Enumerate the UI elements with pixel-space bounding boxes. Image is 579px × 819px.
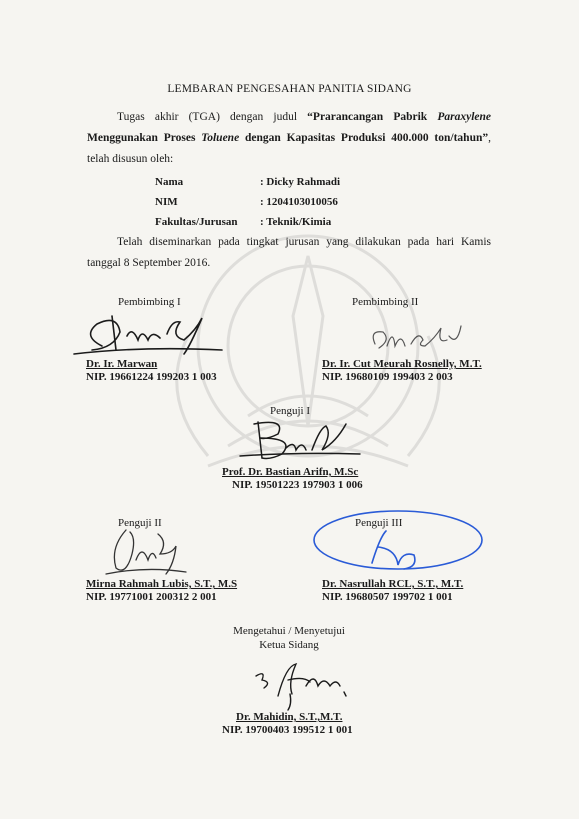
- nip-penguji-2: NIP. 19771001 200312 2 001: [86, 591, 217, 603]
- name-pembimbing-1: Dr. Ir. Marwan: [86, 358, 158, 370]
- name-penguji-3: Dr. Nasrullah RCL, S.T., M.T.: [322, 578, 464, 590]
- nip-pembimbing-1: NIP. 19661224 199203 1 003: [86, 371, 217, 383]
- role-penguji-3: Penguji III: [355, 517, 403, 529]
- thesis-title-part: dengan Kapasitas Produksi 400.000 ton/tahun”: [239, 132, 489, 144]
- identity-label: Fakultas/Jurusan: [155, 216, 238, 228]
- role-ketua-line-2: Ketua Sidang: [259, 639, 319, 651]
- identity-label: Nama: [155, 176, 184, 188]
- intro-paragraph: [87, 107, 491, 170]
- identity-label: NIM: [155, 196, 178, 208]
- signature-ketua: [248, 656, 358, 712]
- nip-penguji-3: NIP. 19680507 199702 1 001: [322, 591, 453, 603]
- nip-penguji-1: NIP. 19501223 197903 1 006: [232, 479, 363, 491]
- thesis-title-part: Menggunakan Proses: [87, 132, 202, 144]
- signature-penguji-1: [236, 414, 366, 466]
- page-title: LEMBARAN PENGESAHAN PANITIA SIDANG: [167, 83, 412, 95]
- thesis-title-italic: Toluene: [201, 132, 240, 144]
- name-ketua: Dr. Mahidin, S.T.,M.T.: [236, 711, 343, 723]
- name-penguji-2: Mirna Rahmah Lubis, S.T., M.S: [86, 578, 238, 590]
- nip-pembimbing-2: NIP. 19680109 199403 2 003: [322, 371, 453, 383]
- signature-penguji-2: [96, 524, 196, 580]
- role-pembimbing-1: Pembimbing I: [118, 296, 181, 308]
- intro-suffix: , telah disusun oleh:: [87, 132, 491, 165]
- identity-value: : Teknik/Kimia: [260, 216, 332, 228]
- role-ketua-line-1: Mengetahui / Menyetujui: [233, 625, 345, 637]
- seminar-paragraph: Telah diseminarkan pada tingkat jurusan yang dilakukan pada hari Kamis tanggal 8 September 2016.: [87, 236, 491, 269]
- identity-value: : 1204103010056: [260, 196, 338, 208]
- signature-pembimbing-2: [365, 310, 475, 356]
- name-penguji-1: Prof. Dr. Bastian Arifn, M.Sc: [222, 466, 359, 478]
- thesis-title-italic: Paraxylene: [437, 111, 491, 123]
- thesis-title-part: “Prarancangan Pabrik: [307, 111, 438, 123]
- role-penguji-2: Penguji II: [118, 517, 162, 529]
- role-penguji-1: Penguji I: [270, 405, 311, 417]
- signature-pembimbing-1: [72, 306, 232, 362]
- intro-prefix: Tugas akhir (TGA) dengan judul: [117, 111, 308, 123]
- nip-ketua: NIP. 19700403 199512 1 001: [222, 724, 353, 736]
- identity-value: : Dicky Rahmadi: [260, 176, 341, 188]
- role-pembimbing-2: Pembimbing II: [352, 296, 419, 308]
- name-pembimbing-2: Dr. Ir. Cut Meurah Rosnelly, M.T.: [322, 358, 482, 370]
